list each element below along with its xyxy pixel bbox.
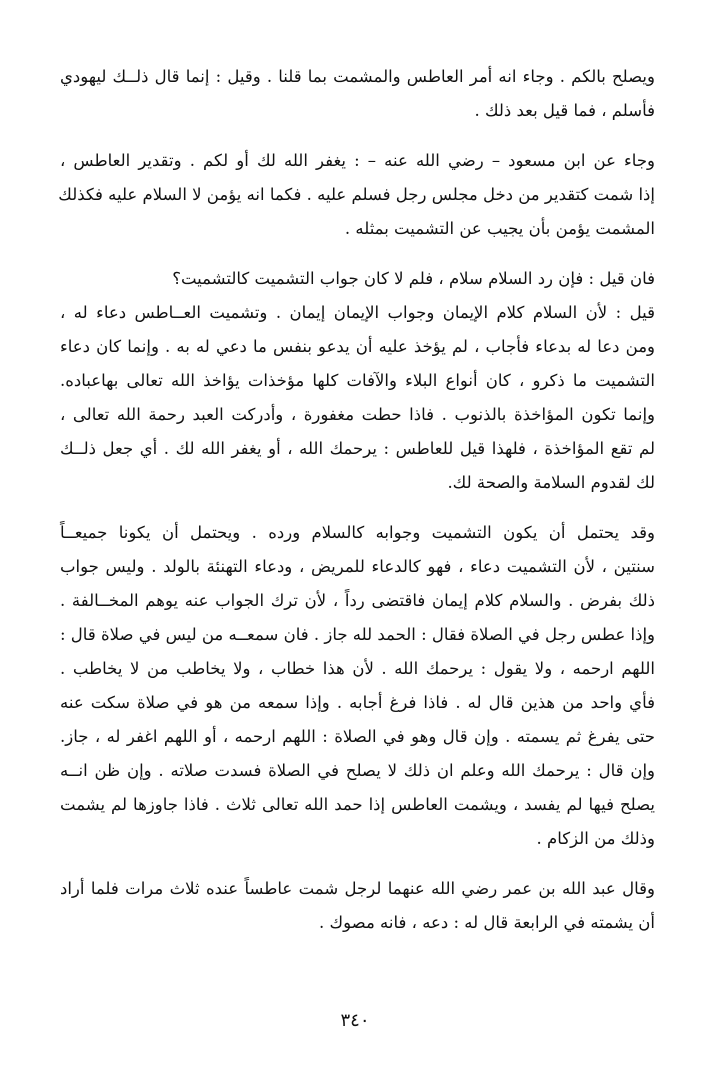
text-line: وإذا عطس رجل في الصلاة فقال : الحمد لله جاز . فان سمعــه من ليس في صلاة قال :	[60, 625, 655, 644]
text-line: وجاء عن ابن مسعود – رضي الله عنه – : يغفر الله لك أو لكم . وتقدير العاطس ،	[60, 151, 655, 170]
text-line: حتى يفرغ ثم يسمته . وإن قال وهو في الصلاة : اللهم ارحمه ، أو اللهم اغفر له ، جاز.	[60, 727, 655, 746]
text-line: سنتين ، لأن التشميت دعاء ، فهو كالدعاء للمريض ، ودعاء التهنئة بالولد . وليس جواب	[60, 557, 655, 576]
text-line: لك لقدوم السلامة والصحة لك.	[447, 473, 655, 492]
text-line: وقال عبد الله بن عمر رضي الله عنهما لرجل شمت عاطساً عنده ثلاث مرات فلما أراد	[60, 879, 655, 898]
text-line: ومن دعا له بدعاء فأجاب ، لم يؤخذ عليه أن يدعو بنفس ما دعي له به . وإنما كان دعاء	[60, 337, 655, 356]
paragraph-5	[60, 872, 655, 940]
text-line: لم تقع المؤاخذة ، فلهذا قيل للعاطس : يرحمك الله ، أو يغفر الله لك . أي جعل ذلــك	[60, 439, 655, 458]
text-line: يصلح فيها لم يفسد ، ويشمت العاطس إذا حمد الله تعالى ثلاث . فاذا جاوزها لم يشمت	[60, 795, 655, 814]
text-line: ويصلح بالكم . وجاء انه أمر العاطس والمشمت بما قلنا . وقيل : إنما قال ذلــك ليهودي	[60, 67, 655, 86]
text-line: فأي واحد من هذين قال له . فاذا فرغ أجابه . وإذا سمعه من هو في صلاة سكت عنه	[60, 693, 655, 712]
text-line: إذا شمت كتقدير من دخل مجلس رجل فسلم عليه . فكما انه يؤمن لا السلام عليه فكذلك	[58, 185, 655, 204]
text-line: قيل : لأن السلام كلام الإيمان وجواب الإيمان إيمان . وتشميت العــاطس دعاء له ،	[60, 303, 655, 322]
paragraph-2	[60, 144, 655, 246]
text-line: المشمت يؤمن بأن يجيب عن التشميت بمثله .	[344, 219, 655, 238]
text-line: وذلك من الزكام .	[536, 829, 655, 848]
paragraph-4	[60, 516, 655, 856]
text-line: وإنما تكون المؤاخذة بالذنوب . فاذا حطت مغفورة ، وأدركت العبد رحمة الله تعالى ،	[60, 405, 655, 424]
text-line: أن يشمته في الرابعة قال له : دعه ، فانه مصوك .	[319, 913, 655, 932]
paragraph-3	[60, 262, 655, 500]
text-line: فان قيل : فإن رد السلام سلام ، فلم لا كان جواب التشميت كالتشميت؟	[172, 269, 655, 288]
text-line: وإن قال : يرحمك الله وعلم ان ذلك لا يصلح في الصلاة فسدت صلاته . وإن ظن انــه	[60, 761, 655, 780]
text-line: التشميت ما ذكرو ، كان أنواع البلاء والآفات كلها مؤخذات يؤاخذ الله تعالى بهاعباده.	[60, 371, 655, 390]
page-number: ٣٤٠	[340, 1010, 370, 1031]
text-line: ذلك بفرض . والسلام كلام إيمان فاقتضى رداً ، لأن ترك الجواب عنه يوهم المخــالفة .	[60, 591, 655, 610]
paragraph-1	[60, 60, 655, 128]
text-line: اللهم ارحمه ، ولا يقول : يرحمك الله . لأن هذا خطاب ، ولا يخاطب من لا يخاطب .	[60, 659, 655, 678]
text-line: فأسلم ، فما قيل بعد ذلك .	[474, 101, 655, 120]
text-line: وقد يحتمل أن يكون التشميت وجوابه كالسلام ورده . ويحتمل أن يكونا جميعــاً	[60, 523, 655, 542]
page-body	[60, 60, 655, 956]
